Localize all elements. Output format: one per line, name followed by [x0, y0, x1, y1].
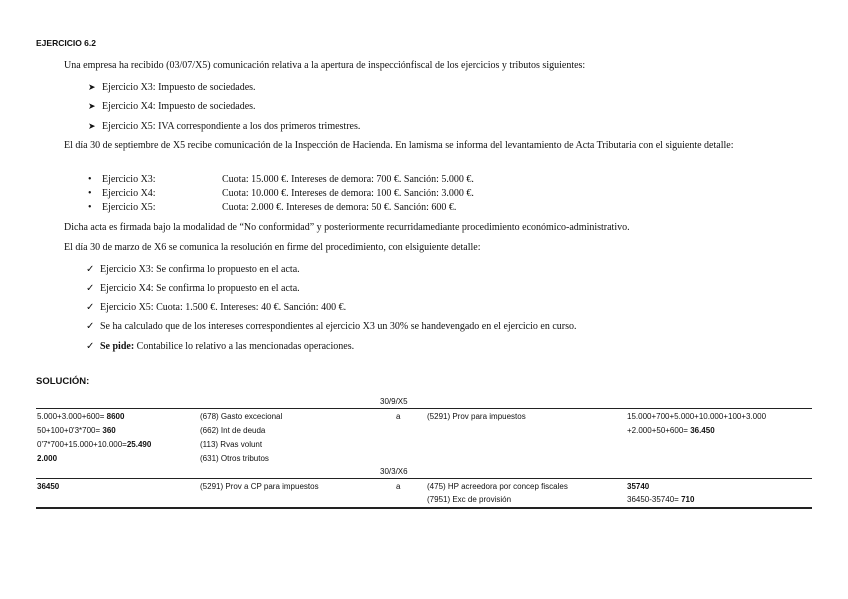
checkmark-icon: ✓	[86, 341, 95, 352]
resolution-paragraph: El día 30 de marzo de X6 se comunica la resolución en firme del procedimiento, con elsiguiente detalle:	[64, 242, 481, 253]
list-item-text: Ejercicio X4: Impuesto de sociedades.	[102, 101, 256, 112]
list-item	[88, 174, 474, 185]
debit-account: (662) Int de deuda	[200, 426, 266, 435]
se-pide-label: Se pide:	[100, 341, 135, 352]
bullet-icon: •	[88, 188, 92, 199]
entry-date: 30/9/X5	[380, 397, 408, 406]
debit-amount: 2.000	[37, 454, 58, 463]
credit-account: (5291) Prov para impuestos	[427, 412, 526, 421]
arrow-bullet-icon: ➤	[88, 82, 96, 92]
list-item-text: Se ha calculado que de los intereses correspondientes al ejercicio X3 un 30% se handevengado en el ejercicio en curso.	[100, 321, 577, 332]
exercise-title: EJERCICIO 6.2	[36, 38, 96, 48]
bullet-detail: Cuota: 2.000 €. Intereses de demora: 50 €. Sanción: 600 €.	[222, 202, 457, 213]
acta-paragraph: Dicha acta es firmada bajo la modalidad de “No conformidad” y posteriormente recurridamediante procedimiento económico-administrativo.	[64, 222, 630, 233]
a-separator: a	[396, 482, 401, 491]
credit-account: (475) HP acreedora por concep fiscales	[427, 482, 568, 491]
bullet-icon: •	[88, 202, 92, 213]
divider	[36, 507, 812, 509]
bullet-detail: Cuota: 10.000 €. Intereses de demora: 100 €. Sanción: 3.000 €.	[222, 188, 474, 199]
debit-amount: 0'7*700+15.000+10.000=25.490	[37, 440, 152, 449]
list-item	[86, 321, 576, 332]
a-separator: a	[396, 412, 401, 421]
list-item-text: Ejercicio X4: Se confirma lo propuesto en el acta.	[100, 283, 300, 294]
list-item	[86, 341, 354, 352]
debit-account: (5291) Prov a CP para impuestos	[200, 482, 319, 491]
debit-amount: 36450	[37, 482, 60, 491]
list-item-text: Contabilice lo relativo a las mencionadas operaciones.	[134, 341, 355, 352]
checkmark-icon: ✓	[86, 302, 95, 313]
arrow-bullet-icon: ➤	[88, 101, 96, 111]
credit-amount: 15.000+700+5.000+10.000+100+3.000	[627, 412, 767, 421]
intro-paragraph: Una empresa ha recibido (03/07/X5) comunicación relativa a la apertura de inspecciónfiscal de los ejercicios y tributos siguientes:	[64, 60, 586, 71]
list-item	[88, 121, 360, 132]
checkmark-icon: ✓	[86, 264, 95, 275]
list-item-text: Ejercicio X5: IVA correspondiente a los dos primeros trimestres.	[102, 121, 361, 132]
list-item-text: Ejercicio X3: Impuesto de sociedades.	[102, 82, 256, 93]
inspection-paragraph: El día 30 de septiembre de X5 recibe comunicación de la Inspección de Hacienda. En lamisma se informa del levantamiento de Acta Tributaria con el siguiente detalle:	[64, 140, 734, 151]
bullet-detail: Cuota: 15.000 €. Intereses de demora: 700 €. Sanción: 5.000 €.	[222, 174, 474, 185]
credit-account: (7951) Exc de provisión	[427, 495, 512, 504]
bullet-icon: •	[88, 174, 92, 185]
list-item	[88, 82, 256, 93]
credit-amount: 35740	[627, 482, 650, 491]
list-item	[88, 101, 256, 112]
bullet-year: Ejercicio X3:	[102, 174, 156, 185]
bullet-year: Ejercicio X5:	[102, 202, 156, 213]
debit-account: (631) Otros tributos	[200, 454, 269, 463]
list-item-text: Ejercicio X3: Se confirma lo propuesto en el acta.	[100, 264, 300, 275]
list-item	[86, 264, 300, 275]
list-item	[86, 283, 300, 294]
checkmark-icon: ✓	[86, 283, 95, 294]
divider	[36, 408, 812, 409]
solution-heading: SOLUCIÓN:	[36, 376, 90, 387]
list-item-text: Ejercicio X5: Cuota: 1.500 €. Intereses: 40 €. Sanción: 400 €.	[100, 302, 347, 313]
credit-amount: +2.000+50+600= 36.450	[627, 426, 715, 435]
bullet-year: Ejercicio X4:	[102, 188, 156, 199]
debit-account: (678) Gasto excecional	[200, 412, 283, 421]
debit-amount: 50+100+0'3*700= 360	[37, 426, 116, 435]
list-item	[86, 302, 346, 313]
credit-amount: 36450-35740= 710	[627, 495, 695, 504]
list-item	[88, 202, 456, 213]
checkmark-icon: ✓	[86, 321, 95, 332]
debit-account: (113) Rvas volunt	[200, 440, 263, 449]
debit-amount: 5.000+3.000+600= 8600	[37, 412, 125, 421]
entry-date: 30/3/X6	[380, 467, 408, 476]
arrow-bullet-icon: ➤	[88, 121, 96, 131]
divider	[36, 478, 812, 479]
list-item	[88, 188, 474, 199]
